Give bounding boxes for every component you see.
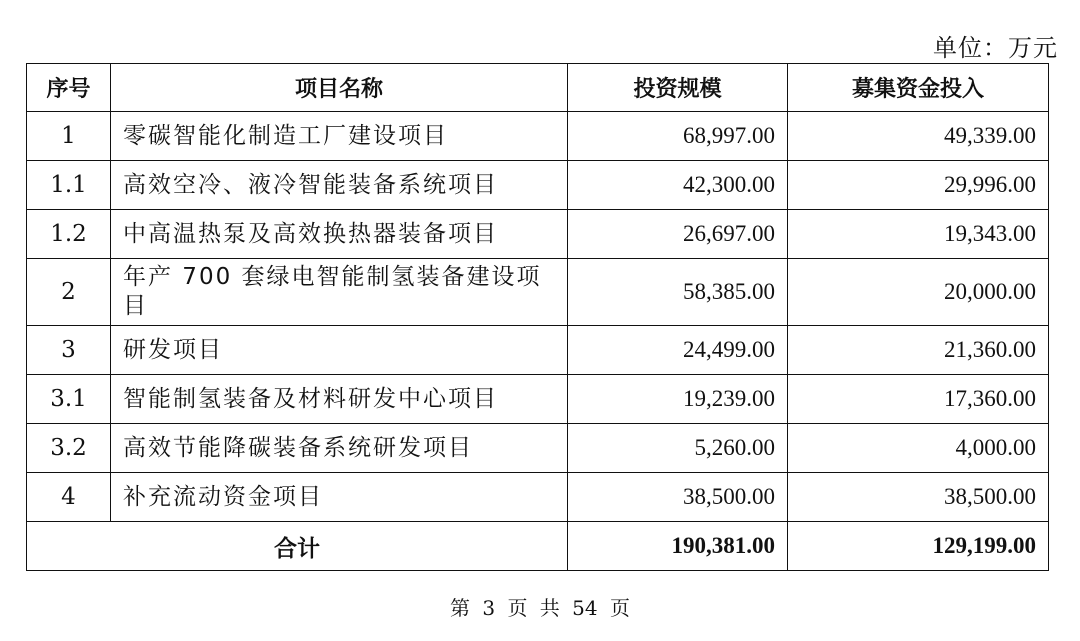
total-label: 合计	[27, 522, 568, 571]
row-project-name: 中高温热泵及高效换热器装备项目	[111, 210, 568, 259]
row-raised: 21,360.00	[788, 326, 1049, 375]
header-serial-number: 序号	[27, 64, 111, 112]
total-raised: 129,199.00	[788, 522, 1049, 571]
row-raised: 29,996.00	[788, 161, 1049, 210]
header-investment-scale: 投资规模	[568, 64, 788, 112]
row-number: 2	[27, 259, 111, 326]
row-project-name: 零碳智能化制造工厂建设项目	[111, 112, 568, 161]
row-investment: 68,997.00	[568, 112, 788, 161]
table-row	[27, 210, 1049, 259]
table-header-row	[27, 64, 1049, 112]
investment-table	[26, 63, 1049, 571]
row-number: 1.1	[27, 161, 111, 210]
row-investment: 24,499.00	[568, 326, 788, 375]
row-raised: 38,500.00	[788, 473, 1049, 522]
total-investment: 190,381.00	[568, 522, 788, 571]
row-raised: 4,000.00	[788, 424, 1049, 473]
row-investment: 38,500.00	[568, 473, 788, 522]
table-row	[27, 259, 1049, 326]
total-row	[27, 522, 1049, 571]
table-row	[27, 375, 1049, 424]
table-row	[27, 326, 1049, 375]
row-investment: 58,385.00	[568, 259, 788, 326]
row-project-name: 智能制氢装备及材料研发中心项目	[111, 375, 568, 424]
table-row	[27, 161, 1049, 210]
row-raised: 19,343.00	[788, 210, 1049, 259]
row-project-name: 补充流动资金项目	[111, 473, 568, 522]
row-investment: 26,697.00	[568, 210, 788, 259]
row-project-name: 研发项目	[111, 326, 568, 375]
row-project-name: 高效节能降碳装备系统研发项目	[111, 424, 568, 473]
row-number: 3	[27, 326, 111, 375]
row-raised: 17,360.00	[788, 375, 1049, 424]
table-row	[27, 424, 1049, 473]
row-investment: 5,260.00	[568, 424, 788, 473]
unit-label: 单位：万元	[933, 34, 1058, 62]
table-row	[27, 473, 1049, 522]
row-raised: 20,000.00	[788, 259, 1049, 326]
row-project-name: 年产 700 套绿电智能制氢装备建设项目	[111, 259, 568, 326]
header-project-name: 项目名称	[111, 64, 568, 112]
row-number: 3.2	[27, 424, 111, 473]
page-number-footer: 第 3 页 共 54 页	[450, 596, 630, 620]
table-row	[27, 112, 1049, 161]
row-number: 1	[27, 112, 111, 161]
row-raised: 49,339.00	[788, 112, 1049, 161]
row-investment: 19,239.00	[568, 375, 788, 424]
header-raised-funds: 募集资金投入	[788, 64, 1049, 112]
row-investment: 42,300.00	[568, 161, 788, 210]
row-number: 1.2	[27, 210, 111, 259]
row-project-name: 高效空冷、液冷智能装备系统项目	[111, 161, 568, 210]
row-number: 3.1	[27, 375, 111, 424]
row-number: 4	[27, 473, 111, 522]
